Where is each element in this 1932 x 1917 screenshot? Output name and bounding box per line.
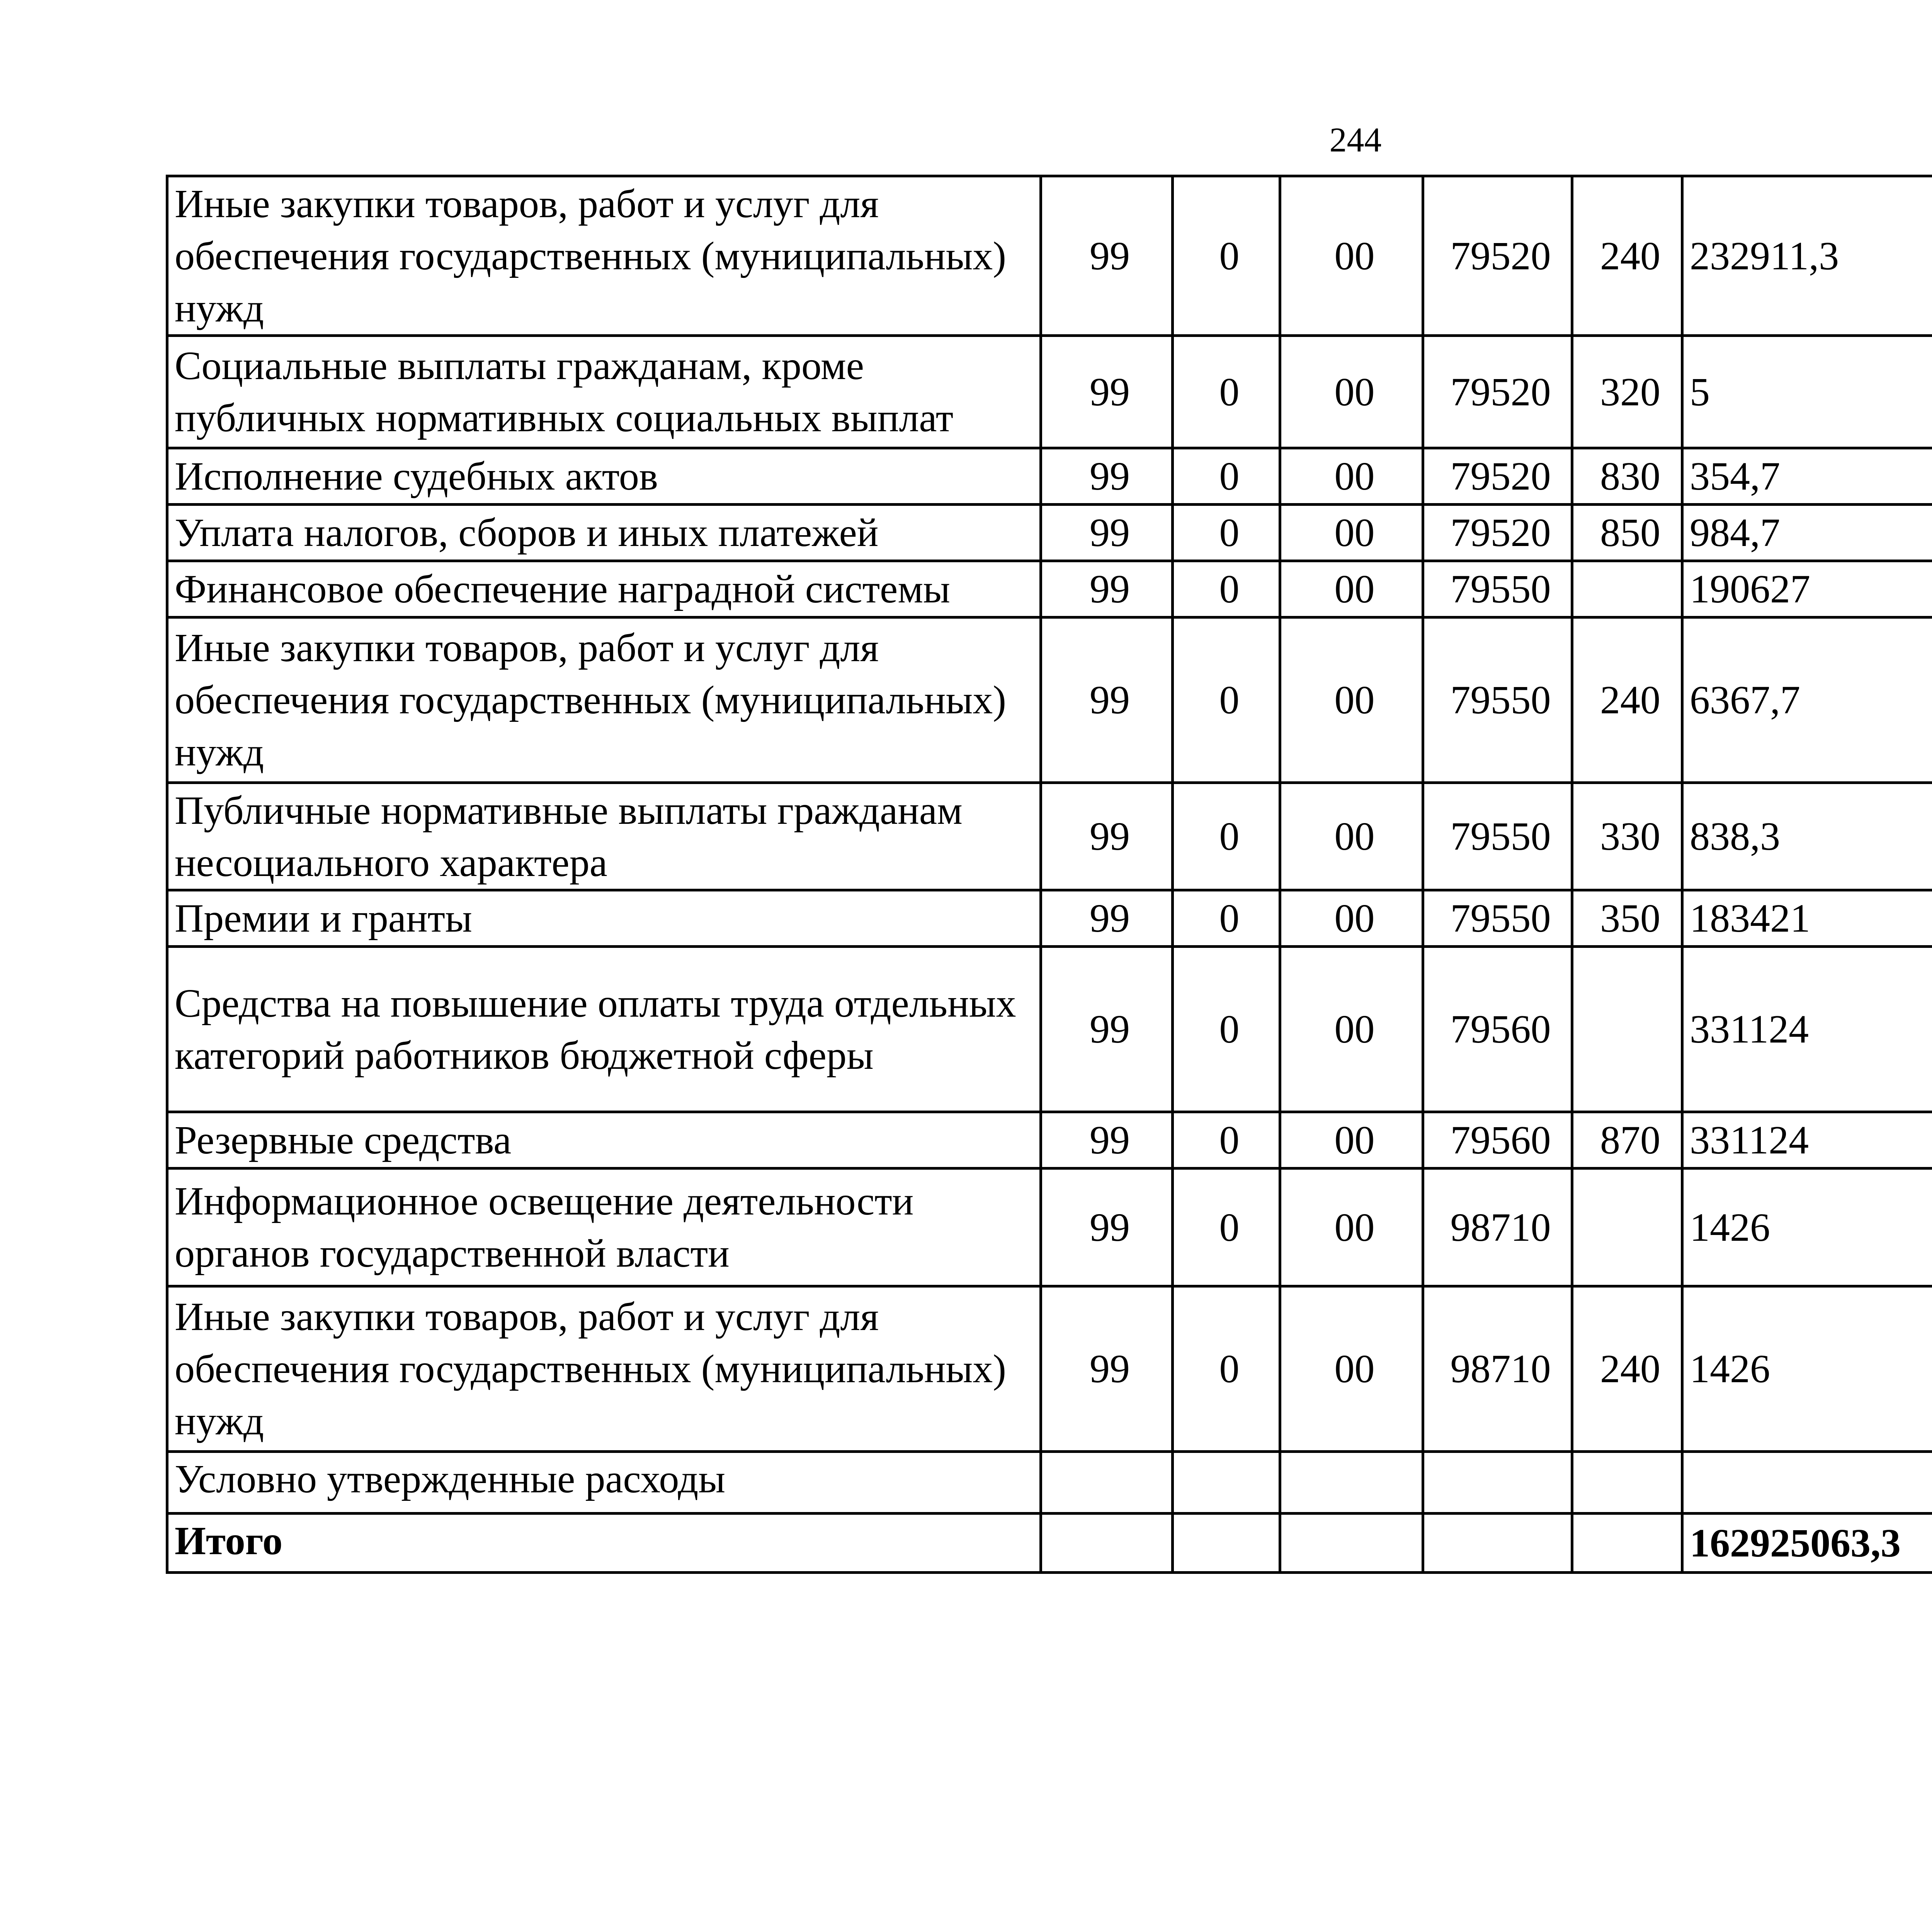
table-row: [167, 947, 1932, 1112]
expense-type-code: 830: [1572, 448, 1682, 505]
expense-type-code: 850: [1572, 505, 1682, 561]
table-row: [167, 1169, 1932, 1286]
direction-code: 79560: [1423, 1112, 1572, 1169]
expense-type-code: 330: [1572, 783, 1682, 890]
expense-type-code: 350: [1572, 890, 1682, 947]
table-row: [167, 1112, 1932, 1169]
main-event-code: [1280, 1452, 1423, 1514]
total-row: [167, 1514, 1932, 1573]
main-event-code: 00: [1280, 1112, 1423, 1169]
program-code: 99: [1041, 1286, 1173, 1452]
main-event-code: 00: [1280, 448, 1423, 505]
subprogram-code: 0: [1173, 336, 1280, 448]
main-event-code: 00: [1280, 947, 1423, 1112]
amount-year-1: 1426: [1682, 1286, 1932, 1452]
row-name: Информационное освещение деятельности органов государственной власти: [167, 1169, 1041, 1286]
row-name: Исполнение судебных актов: [167, 448, 1041, 505]
page-number: 244: [1329, 121, 1382, 159]
row-name: Финансовое обеспечение наградной системы: [167, 561, 1041, 617]
direction-code: 79520: [1423, 336, 1572, 448]
program-code: [1041, 1452, 1173, 1514]
amount-year-1: [1682, 1452, 1932, 1514]
row-name: Социальные выплаты гражданам, кроме публичных нормативных социальных выплат: [167, 336, 1041, 448]
table-row: [167, 617, 1932, 783]
program-code: 99: [1041, 505, 1173, 561]
direction-code: 79550: [1423, 617, 1572, 783]
amount-year-1: 5: [1682, 336, 1932, 448]
amount-year-1: 354,7: [1682, 448, 1932, 505]
table-row: [167, 783, 1932, 890]
direction-code: [1423, 1514, 1572, 1573]
subprogram-code: 0: [1173, 890, 1280, 947]
expense-type-code: [1572, 561, 1682, 617]
budget-table: [166, 175, 1932, 1574]
direction-code: 79550: [1423, 890, 1572, 947]
subprogram-code: 0: [1173, 947, 1280, 1112]
expense-type-code: [1572, 1169, 1682, 1286]
main-event-code: 00: [1280, 505, 1423, 561]
row-name: Резервные средства: [167, 1112, 1041, 1169]
program-code: 99: [1041, 890, 1173, 947]
amount-year-1: 1426: [1682, 1169, 1932, 1286]
direction-code: 79550: [1423, 561, 1572, 617]
main-event-code: 00: [1280, 890, 1423, 947]
direction-code: 79550: [1423, 783, 1572, 890]
main-event-code: 00: [1280, 1169, 1423, 1286]
table-row: [167, 1452, 1932, 1514]
program-code: 99: [1041, 947, 1173, 1112]
expense-type-code: 240: [1572, 176, 1682, 336]
direction-code: 79520: [1423, 176, 1572, 336]
table-row: [167, 336, 1932, 448]
subprogram-code: 0: [1173, 448, 1280, 505]
amount-year-1: 331124: [1682, 947, 1932, 1112]
table-row: [167, 1286, 1932, 1452]
amount-year-1: 232911,3: [1682, 176, 1932, 336]
program-code: 99: [1041, 1112, 1173, 1169]
direction-code: [1423, 1452, 1572, 1514]
direction-code: 79520: [1423, 448, 1572, 505]
subprogram-code: [1173, 1514, 1280, 1573]
direction-code: 98710: [1423, 1286, 1572, 1452]
main-event-code: 00: [1280, 176, 1423, 336]
row-name: Премии и гранты: [167, 890, 1041, 947]
subprogram-code: 0: [1173, 176, 1280, 336]
subprogram-code: 0: [1173, 1169, 1280, 1286]
expense-type-code: [1572, 947, 1682, 1112]
subprogram-code: [1173, 1452, 1280, 1514]
row-name: Условно утвержденные расходы: [167, 1452, 1041, 1514]
subprogram-code: 0: [1173, 1112, 1280, 1169]
amount-year-1: 183421: [1682, 890, 1932, 947]
amount-year-1: 6367,7: [1682, 617, 1932, 783]
amount-year-1: 838,3: [1682, 783, 1932, 890]
expense-type-code: 320: [1572, 336, 1682, 448]
amount-year-1: 162925063,3: [1682, 1514, 1932, 1573]
program-code: 99: [1041, 783, 1173, 890]
main-event-code: 00: [1280, 617, 1423, 783]
row-name: Уплата налогов, сборов и иных платежей: [167, 505, 1041, 561]
subprogram-code: 0: [1173, 617, 1280, 783]
amount-year-1: 331124: [1682, 1112, 1932, 1169]
main-event-code: 00: [1280, 783, 1423, 890]
row-name: Иные закупки товаров, работ и услуг для обеспечения государственных (муниципальных) нужд: [167, 1286, 1041, 1452]
program-code: 99: [1041, 336, 1173, 448]
program-code: [1041, 1514, 1173, 1573]
program-code: 99: [1041, 561, 1173, 617]
row-name: Средства на повышение оплаты труда отдельных категорий работников бюджетной сферы: [167, 947, 1041, 1112]
row-name: Итого: [167, 1514, 1041, 1573]
subprogram-code: 0: [1173, 561, 1280, 617]
main-event-code: 00: [1280, 561, 1423, 617]
amount-year-1: 190627: [1682, 561, 1932, 617]
amount-year-1: 984,7: [1682, 505, 1932, 561]
table-row: [167, 505, 1932, 561]
main-event-code: 00: [1280, 1286, 1423, 1452]
direction-code: 79520: [1423, 505, 1572, 561]
table-row: [167, 176, 1932, 336]
main-event-code: 00: [1280, 336, 1423, 448]
table-row: [167, 890, 1932, 947]
subprogram-code: 0: [1173, 1286, 1280, 1452]
direction-code: 98710: [1423, 1169, 1572, 1286]
program-code: 99: [1041, 1169, 1173, 1286]
row-name: Иные закупки товаров, работ и услуг для обеспечения государственных (муниципальных) нужд: [167, 617, 1041, 783]
expense-type-code: 240: [1572, 1286, 1682, 1452]
main-event-code: [1280, 1514, 1423, 1573]
expense-type-code: [1572, 1452, 1682, 1514]
expense-type-code: 870: [1572, 1112, 1682, 1169]
table-row: [167, 448, 1932, 505]
direction-code: 79560: [1423, 947, 1572, 1112]
program-code: 99: [1041, 176, 1173, 336]
table-row: [167, 561, 1932, 617]
program-code: 99: [1041, 617, 1173, 783]
row-name: Иные закупки товаров, работ и услуг для обеспечения государственных (муниципальных) нужд: [167, 176, 1041, 336]
expense-type-code: [1572, 1514, 1682, 1573]
expense-type-code: 240: [1572, 617, 1682, 783]
row-name: Публичные нормативные выплаты гражданам несоциального характера: [167, 783, 1041, 890]
program-code: 99: [1041, 448, 1173, 505]
subprogram-code: 0: [1173, 505, 1280, 561]
subprogram-code: 0: [1173, 783, 1280, 890]
